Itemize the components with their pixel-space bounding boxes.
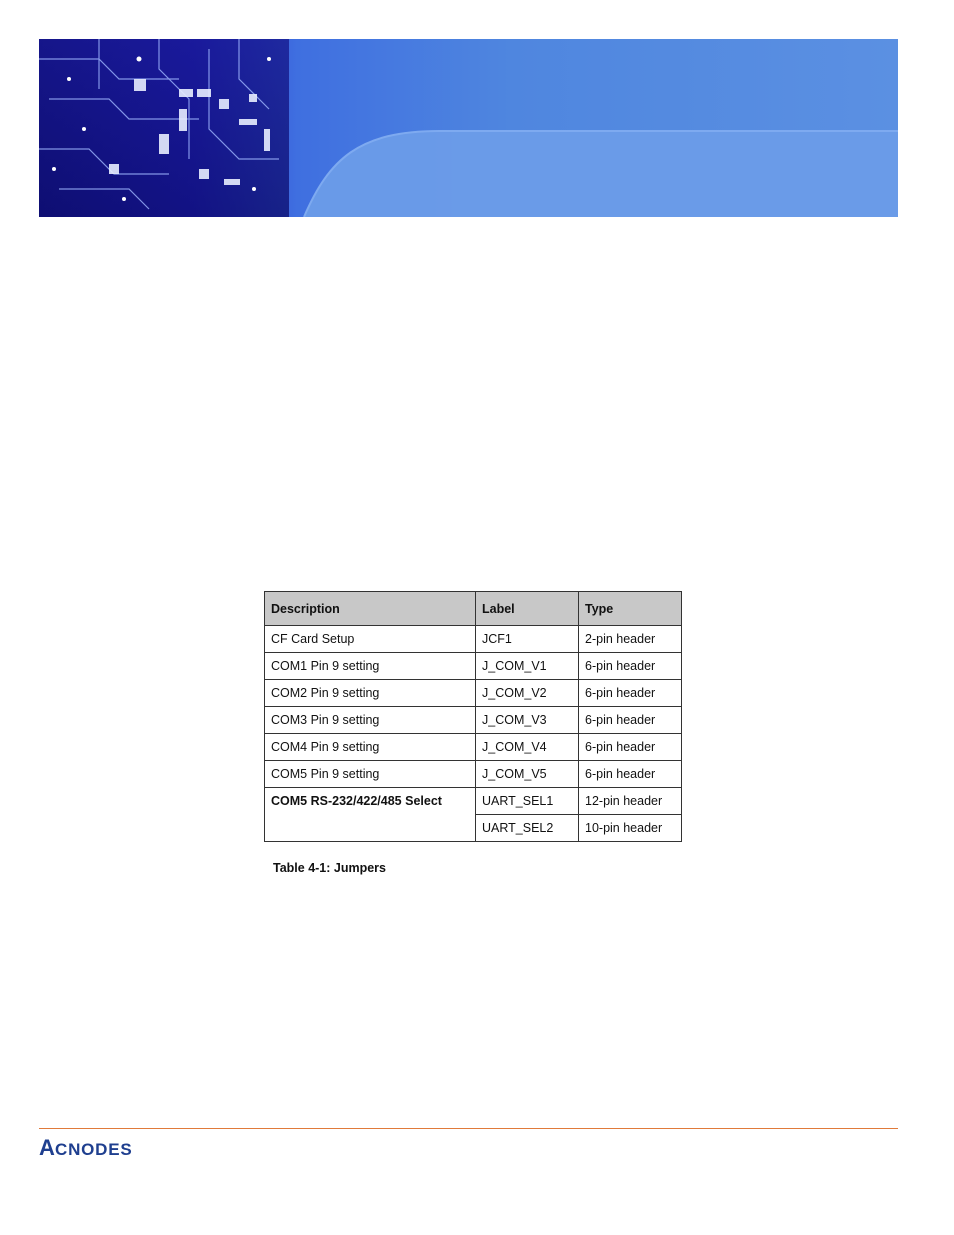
acnodes-logo: [39, 1134, 199, 1160]
cell-label: UART_SEL2: [476, 815, 579, 842]
cell-type: 6-pin header: [579, 680, 682, 707]
cell-description-merged: COM5 RS-232/422/485 Select: [265, 788, 476, 842]
cell-label: J_COM_V4: [476, 734, 579, 761]
cell-description: COM2 Pin 9 setting: [265, 680, 476, 707]
cell-type: 6-pin header: [579, 653, 682, 680]
cell-label: J_COM_V2: [476, 680, 579, 707]
table-row: [265, 707, 682, 734]
column-header-description: Description: [265, 592, 476, 626]
table-row: [265, 761, 682, 788]
cell-type: 6-pin header: [579, 707, 682, 734]
cell-label: UART_SEL1: [476, 788, 579, 815]
cell-type: 6-pin header: [579, 734, 682, 761]
header-banner: [39, 39, 898, 217]
cell-type: 2-pin header: [579, 626, 682, 653]
cell-label: JCF1: [476, 626, 579, 653]
cell-type: 6-pin header: [579, 761, 682, 788]
cell-type: 10-pin header: [579, 815, 682, 842]
cell-description: CF Card Setup: [265, 626, 476, 653]
jumpers-table-wrapper: [264, 591, 682, 842]
cell-description: COM4 Pin 9 setting: [265, 734, 476, 761]
cell-description: COM3 Pin 9 setting: [265, 707, 476, 734]
svg-text:CNODES: CNODES: [55, 1140, 133, 1159]
table-row: [265, 734, 682, 761]
table-caption: Table 4-1: Jumpers: [273, 861, 387, 875]
cell-description: COM1 Pin 9 setting: [265, 653, 476, 680]
circuit-board-image: [39, 39, 898, 217]
svg-text:A: A: [39, 1135, 56, 1160]
cell-description: COM5 Pin 9 setting: [265, 761, 476, 788]
footer-divider: [39, 1128, 898, 1129]
cell-label: J_COM_V5: [476, 761, 579, 788]
jumpers-table: [264, 591, 682, 842]
cell-label: J_COM_V1: [476, 653, 579, 680]
column-header-label: Label: [476, 592, 579, 626]
logo-image: [39, 1134, 199, 1160]
table-row: [265, 788, 682, 815]
table-row: [265, 653, 682, 680]
table-row: [265, 680, 682, 707]
cell-type: 12-pin header: [579, 788, 682, 815]
table-row: [265, 626, 682, 653]
column-header-type: Type: [579, 592, 682, 626]
cell-label: J_COM_V3: [476, 707, 579, 734]
table-header-row: [265, 592, 682, 626]
